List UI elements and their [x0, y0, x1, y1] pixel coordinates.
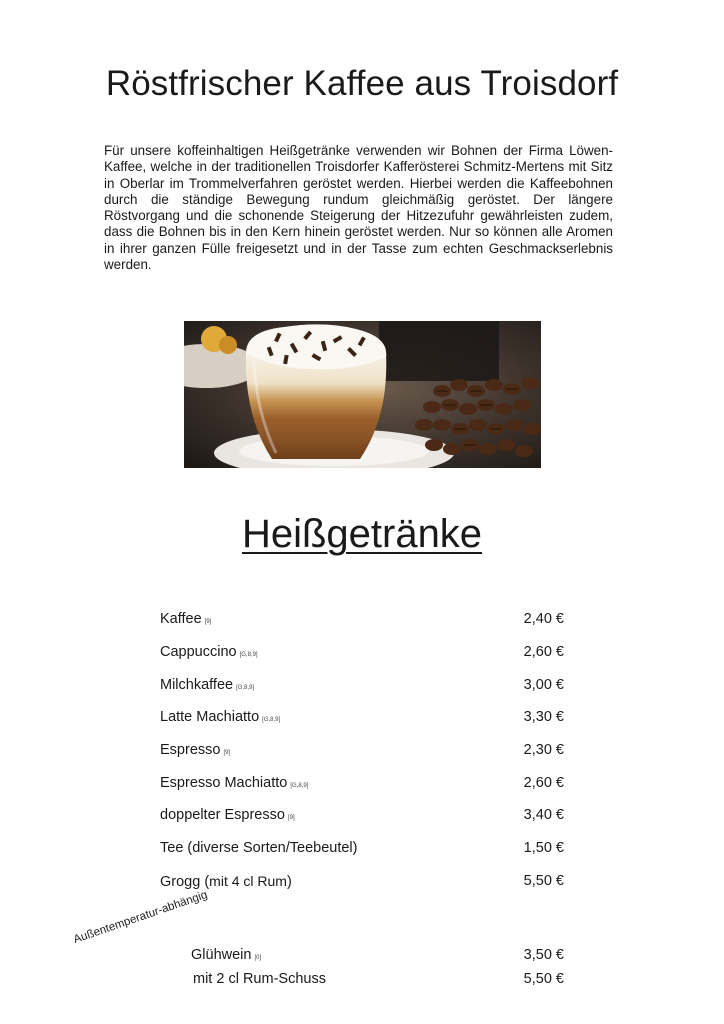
menu-item-allergens: [9] — [223, 750, 231, 756]
menu-item-name: doppelter Espresso — [160, 807, 285, 823]
intro-paragraph: Für unsere koffeinhaltigen Heißgetränke verwenden wir Bohnen der Firma Löwen-Kaffee, welche in der traditionellen Troisdorfer Kafferösterei Schmitz-Mertens mit Sitz in Oberlar im Trommelverfahren geröstet werden. Hierbei werden die Kaffeebohnen durch die ständige Bewegung rundum gleichmäßig geröstet. Der längere Röstvorgang und die schonende Steigerung der Hitzezufuhr gewährleisten zudem, dass die Bohnen bis in den Kern hinein geröstet werden. Nur so können alle Aromen in ihrer ganzen Fülle freigesetzt und in der Tasse zum echten Geschmackserlebnis werden. — [104, 143, 613, 273]
menu-item-name-wrapper — [160, 873, 292, 890]
menu-item-price: 3,30 € — [523, 709, 564, 725]
menu-item-name: Glühwein — [191, 947, 252, 963]
page-title: Röstfrischer Kaffee aus Troisdorf — [105, 64, 619, 103]
menu-item-name: Espresso — [160, 742, 221, 758]
menu-item-name-wrapper — [160, 677, 254, 693]
menu-item-allergens: [G,8,9] — [262, 717, 281, 723]
menu-item-price: 3,50 € — [523, 947, 564, 963]
menu-item-allergens: [G,8,9] — [236, 685, 255, 691]
menu-item-price: 1,50 € — [523, 840, 564, 856]
menu-item-espresso — [160, 742, 564, 762]
menu-item-kaffee — [160, 611, 564, 631]
menu-item-doppelter-espresso — [160, 807, 564, 827]
menu-item-allergens: [9] — [204, 619, 212, 625]
menu-item-tee — [160, 840, 564, 860]
menu-item-price: 3,40 € — [523, 807, 564, 823]
menu-item-name: mit 2 cl Rum-Schuss — [193, 971, 326, 987]
menu-item-name: Latte Machiatto — [160, 709, 260, 725]
menu-item-price: 2,60 € — [523, 775, 564, 791]
temperature-note: Außentemperatur-abhängig — [72, 888, 209, 946]
menu-item-note: mit 4 cl Rum — [209, 873, 287, 889]
menu-item-name: Milchkaffee — [160, 677, 234, 693]
menu-item-price: 2,40 € — [523, 611, 564, 627]
menu-item-name-wrapper — [160, 611, 211, 627]
menu-item-price: 2,30 € — [523, 742, 564, 758]
menu-item-price: 5,50 € — [523, 873, 564, 889]
coffee-photo — [184, 321, 541, 468]
menu-item-allergens: [G,8,9] — [290, 783, 309, 789]
menu-item-espresso-machiatto — [160, 775, 564, 795]
menu-item-price: 2,60 € — [523, 644, 564, 660]
menu-item-name-wrapper — [160, 644, 258, 660]
section-heading — [0, 512, 724, 557]
menu-item-allergens: [0] — [254, 955, 262, 961]
menu-item-name-wrapper — [160, 775, 308, 791]
menu-item-price: 3,00 € — [523, 677, 564, 693]
menu-item-allergens: [G,8,9] — [239, 652, 258, 658]
coffee-photo-illustration — [184, 321, 541, 468]
menu-item-name-wrapper — [160, 807, 295, 823]
menu-item-allergens: [9] — [287, 815, 295, 821]
menu-item-name: Grogg ( — [160, 874, 210, 890]
menu-item-name-wrapper — [191, 947, 261, 963]
menu-item-gluehwein — [191, 947, 564, 967]
section-heading-text: Heißgetränke — [241, 512, 483, 556]
menu-item-latte-machiatto — [160, 709, 564, 729]
menu-item-name-wrapper — [160, 742, 230, 758]
menu-item-name: Espresso Machiatto — [160, 775, 288, 791]
menu-item-milchkaffee — [160, 677, 564, 697]
menu-item-name-wrapper — [160, 840, 357, 856]
menu-item-suffix: ) — [286, 874, 292, 890]
menu-item-gluehwein-rum — [193, 971, 564, 991]
menu-item-name: Cappuccino — [160, 644, 237, 660]
menu-item-name-wrapper — [160, 709, 280, 725]
menu-item-price: 5,50 € — [523, 971, 564, 987]
menu-item-name: Kaffee — [160, 611, 202, 627]
menu-item-cappuccino — [160, 644, 564, 664]
menu-item-name: Tee (diverse Sorten/Teebeutel) — [160, 840, 358, 856]
menu-item-grogg — [160, 873, 564, 893]
